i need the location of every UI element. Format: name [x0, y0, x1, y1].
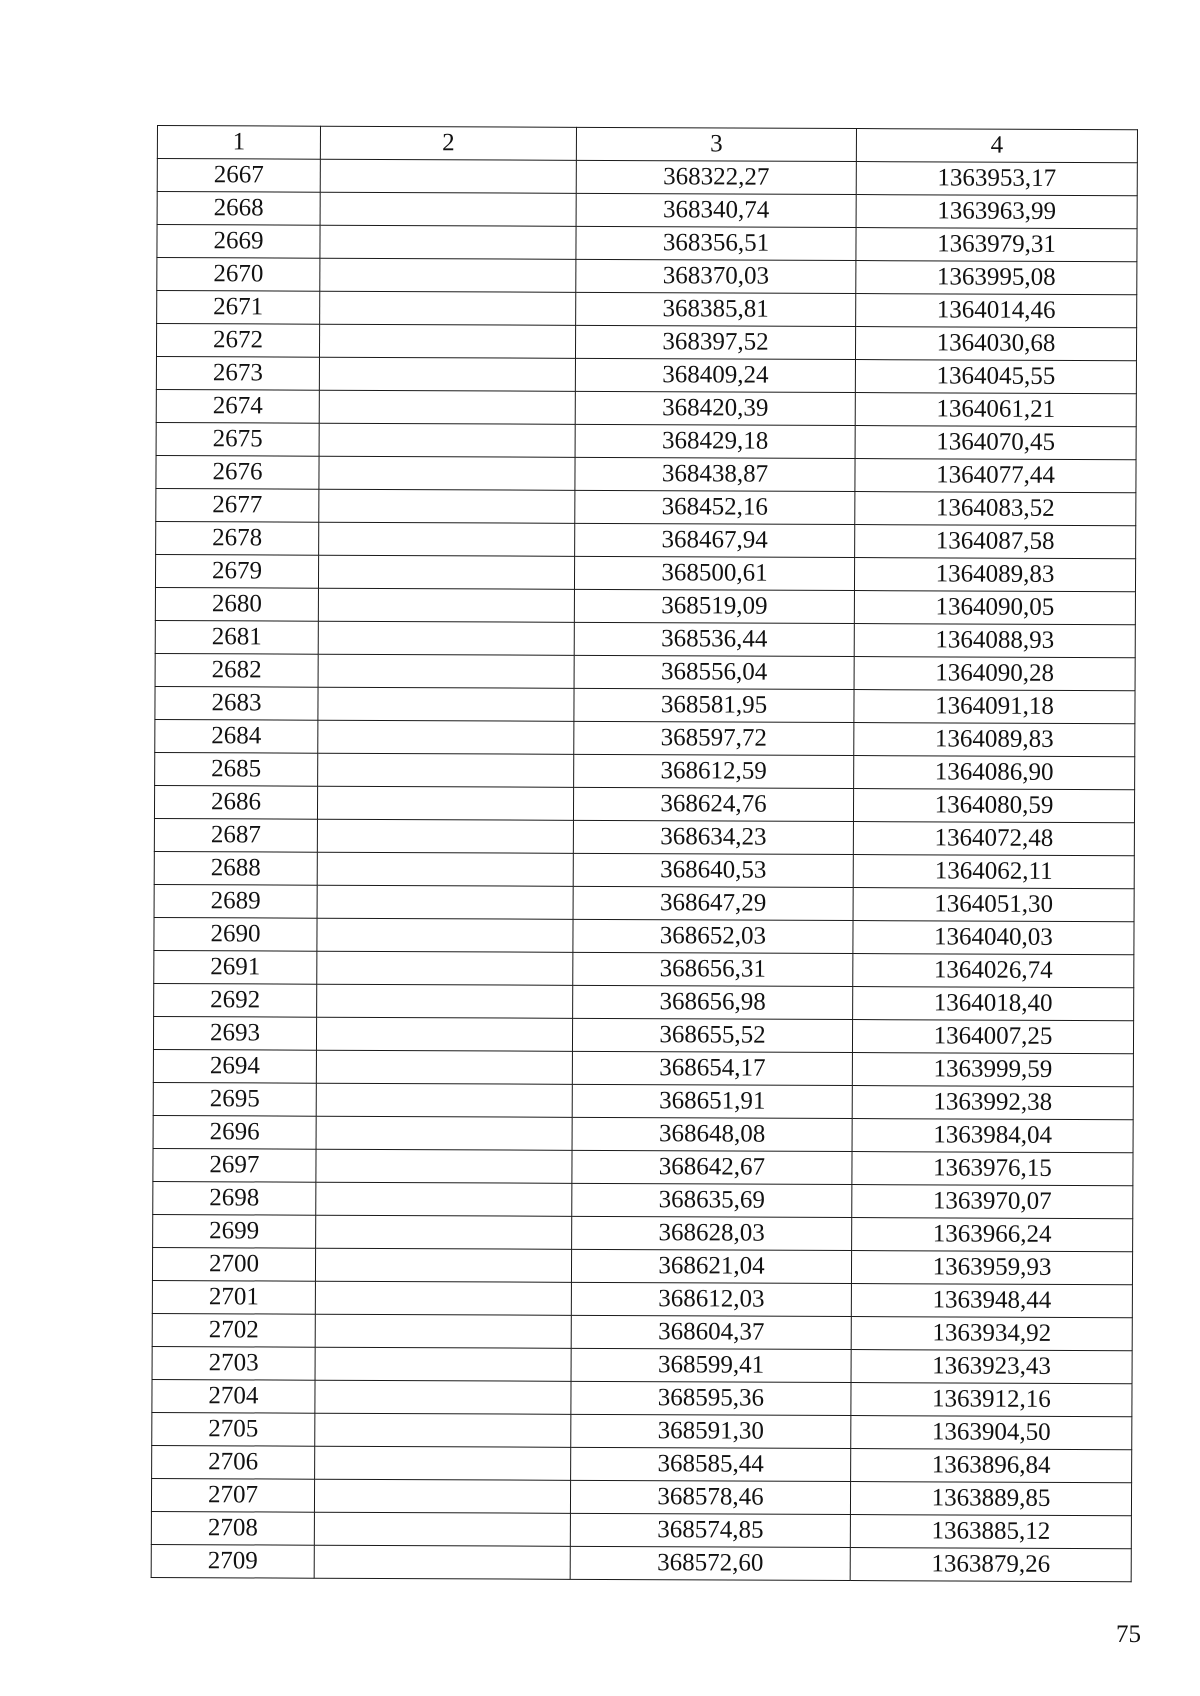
description-cell [319, 456, 575, 490]
point-number-cell: 2671 [157, 291, 320, 325]
table-row [157, 291, 1137, 328]
x-coordinate-cell: 368581,95 [574, 688, 854, 722]
x-coordinate-cell: 368647,29 [573, 886, 853, 920]
description-cell [318, 621, 574, 655]
y-coordinate-cell: 1363923,43 [851, 1350, 1132, 1384]
point-number-cell: 2706 [152, 1445, 315, 1479]
x-coordinate-cell: 368556,04 [574, 655, 854, 689]
point-number-cell: 2695 [153, 1082, 316, 1116]
description-cell [317, 885, 573, 919]
point-number-cell: 2675 [156, 422, 319, 456]
y-coordinate-cell: 1363963,99 [856, 195, 1137, 229]
point-number-cell: 2683 [155, 686, 318, 720]
table-row [151, 1511, 1131, 1548]
description-cell [318, 687, 574, 721]
y-coordinate-cell: 1363896,84 [851, 1449, 1132, 1483]
description-cell [316, 1116, 572, 1150]
x-coordinate-cell: 368655,52 [572, 1018, 852, 1052]
x-coordinate-cell: 368536,44 [574, 622, 854, 656]
description-cell [319, 390, 575, 424]
y-coordinate-cell: 1364086,90 [854, 756, 1135, 790]
point-number-cell: 2707 [151, 1478, 314, 1512]
point-number-cell: 2670 [157, 258, 320, 292]
table-row [156, 422, 1136, 459]
description-cell [320, 159, 576, 193]
y-coordinate-cell: 1363904,50 [851, 1416, 1132, 1450]
point-number-cell: 2697 [153, 1148, 316, 1182]
table-row [156, 324, 1136, 361]
y-coordinate-cell: 1364087,58 [855, 525, 1136, 559]
y-coordinate-cell: 1363966,24 [852, 1218, 1133, 1252]
x-coordinate-cell: 368429,18 [575, 424, 855, 458]
table-row [155, 752, 1135, 789]
x-coordinate-cell: 368356,51 [576, 226, 856, 260]
coordinates-table [151, 125, 1138, 1582]
table-row [155, 686, 1135, 723]
description-cell [316, 1149, 572, 1183]
x-coordinate-cell: 368578,46 [570, 1480, 850, 1514]
y-coordinate-cell: 1363970,07 [852, 1185, 1133, 1219]
point-number-cell: 2701 [152, 1280, 315, 1314]
x-coordinate-cell: 368585,44 [571, 1447, 851, 1481]
x-coordinate-cell: 368621,04 [571, 1249, 851, 1283]
description-cell [315, 1314, 571, 1348]
x-coordinate-cell: 368572,60 [570, 1546, 850, 1580]
table-row [152, 1280, 1132, 1317]
description-cell [318, 555, 574, 589]
x-coordinate-cell: 368624,76 [573, 787, 853, 821]
y-coordinate-cell: 1364018,40 [853, 987, 1134, 1021]
description-cell [318, 654, 574, 688]
table-row [152, 1313, 1132, 1350]
table-row [154, 950, 1134, 987]
point-number-cell: 2682 [155, 653, 318, 687]
x-coordinate-cell: 368574,85 [570, 1513, 850, 1547]
y-coordinate-cell: 1363953,17 [856, 162, 1137, 196]
table-row [154, 851, 1134, 888]
y-coordinate-cell: 1363959,93 [851, 1251, 1132, 1285]
x-coordinate-cell: 368452,16 [575, 490, 855, 524]
point-number-cell: 2672 [156, 324, 319, 358]
y-coordinate-cell: 1364040,03 [853, 921, 1134, 955]
x-coordinate-cell: 368467,94 [575, 523, 855, 557]
header-row [157, 126, 1137, 163]
point-number-cell: 2705 [152, 1412, 315, 1446]
y-coordinate-cell: 1364089,83 [854, 723, 1135, 757]
y-coordinate-cell: 1364051,30 [853, 888, 1134, 922]
point-number-cell: 2686 [154, 785, 317, 819]
table-row [156, 389, 1136, 426]
x-coordinate-cell: 368438,87 [575, 457, 855, 491]
column-header-4: 4 [856, 129, 1137, 163]
table-row [153, 1082, 1133, 1119]
x-coordinate-cell: 368591,30 [571, 1414, 851, 1448]
y-coordinate-cell: 1363992,38 [852, 1086, 1133, 1120]
description-cell [317, 786, 573, 820]
description-cell [317, 819, 573, 853]
table-row [155, 620, 1135, 657]
y-coordinate-cell: 1364089,83 [854, 558, 1135, 592]
description-cell [318, 588, 574, 622]
y-coordinate-cell: 1364030,68 [855, 327, 1136, 361]
table-row [154, 884, 1134, 921]
x-coordinate-cell: 368322,27 [576, 160, 856, 194]
table-row [154, 917, 1134, 954]
description-cell [315, 1413, 571, 1447]
y-coordinate-cell: 1364070,45 [855, 426, 1136, 460]
table-row [154, 818, 1134, 855]
point-number-cell: 2694 [153, 1049, 316, 1083]
description-cell [319, 522, 575, 556]
table-row [154, 983, 1134, 1020]
x-coordinate-cell: 368397,52 [575, 325, 855, 359]
x-coordinate-cell: 368612,03 [571, 1282, 851, 1316]
x-coordinate-cell: 368519,09 [574, 589, 854, 623]
x-coordinate-cell: 368648,08 [572, 1117, 852, 1151]
table-row [156, 488, 1136, 525]
point-number-cell: 2679 [155, 554, 318, 588]
y-coordinate-cell: 1364091,18 [854, 690, 1135, 724]
table-row [152, 1445, 1132, 1482]
table-row [156, 455, 1136, 492]
y-coordinate-cell: 1364083,52 [855, 492, 1136, 526]
point-number-cell: 2688 [154, 851, 317, 885]
y-coordinate-cell: 1363879,26 [850, 1548, 1131, 1582]
point-number-cell: 2689 [154, 884, 317, 918]
column-header-2: 2 [320, 126, 576, 160]
description-cell [315, 1248, 571, 1282]
description-cell [315, 1446, 571, 1480]
description-cell [315, 1281, 571, 1315]
description-cell [317, 951, 573, 985]
column-header-3: 3 [576, 127, 856, 161]
point-number-cell: 2687 [154, 818, 317, 852]
description-cell [316, 1050, 572, 1084]
table-row [153, 1049, 1133, 1086]
table-row [157, 258, 1137, 295]
point-number-cell: 2684 [155, 719, 318, 753]
x-coordinate-cell: 368656,98 [573, 985, 853, 1019]
x-coordinate-cell: 368604,37 [571, 1315, 851, 1349]
x-coordinate-cell: 368651,91 [572, 1084, 852, 1118]
y-coordinate-cell: 1363995,08 [856, 261, 1137, 295]
table-row [152, 1346, 1132, 1383]
y-coordinate-cell: 1363976,15 [852, 1152, 1133, 1186]
description-cell [316, 1182, 572, 1216]
table-row [155, 587, 1135, 624]
x-coordinate-cell: 368595,36 [571, 1381, 851, 1415]
y-coordinate-cell: 1363948,44 [851, 1284, 1132, 1318]
x-coordinate-cell: 368340,74 [576, 193, 856, 227]
point-number-cell: 2690 [154, 917, 317, 951]
description-cell [319, 357, 575, 391]
table-row [157, 225, 1137, 262]
description-cell [319, 324, 575, 358]
description-cell [318, 720, 574, 754]
x-coordinate-cell: 368597,72 [574, 721, 854, 755]
description-cell [314, 1512, 570, 1546]
point-number-cell: 2696 [153, 1115, 316, 1149]
y-coordinate-cell: 1364026,74 [853, 954, 1134, 988]
point-number-cell: 2667 [157, 159, 320, 193]
point-number-cell: 2698 [153, 1181, 316, 1215]
x-coordinate-cell: 368634,23 [573, 820, 853, 854]
y-coordinate-cell: 1364090,05 [854, 591, 1135, 625]
y-coordinate-cell: 1363984,04 [852, 1119, 1133, 1153]
y-coordinate-cell: 1364088,93 [854, 624, 1135, 658]
table-row [157, 159, 1137, 196]
point-number-cell: 2668 [157, 192, 320, 226]
table-row [156, 521, 1136, 558]
table-row [152, 1412, 1132, 1449]
description-cell [318, 753, 574, 787]
x-coordinate-cell: 368420,39 [575, 391, 855, 425]
description-cell [315, 1380, 571, 1414]
point-number-cell: 2703 [152, 1346, 315, 1380]
point-number-cell: 2700 [152, 1247, 315, 1281]
table-row [154, 785, 1134, 822]
point-number-cell: 2709 [151, 1544, 314, 1578]
point-number-cell: 2677 [156, 488, 319, 522]
description-cell [320, 291, 576, 325]
column-header-1: 1 [157, 126, 320, 160]
table-row [156, 356, 1136, 393]
table-row [151, 1478, 1131, 1515]
y-coordinate-cell: 1364014,46 [856, 294, 1137, 328]
y-coordinate-cell: 1364077,44 [855, 459, 1136, 493]
table-row [155, 653, 1135, 690]
y-coordinate-cell: 1363934,92 [851, 1317, 1132, 1351]
description-cell [317, 918, 573, 952]
table-row [153, 1181, 1133, 1218]
description-cell [317, 852, 573, 886]
table-row [152, 1247, 1132, 1284]
description-cell [314, 1545, 570, 1579]
point-number-cell: 2674 [156, 389, 319, 423]
point-number-cell: 2673 [156, 356, 319, 390]
table-body [151, 159, 1137, 1582]
description-cell [319, 489, 575, 523]
point-number-cell: 2676 [156, 455, 319, 489]
x-coordinate-cell: 368409,24 [575, 358, 855, 392]
description-cell [319, 423, 575, 457]
description-cell [320, 225, 576, 259]
description-cell [317, 984, 573, 1018]
description-cell [320, 258, 576, 292]
point-number-cell: 2681 [155, 620, 318, 654]
table-row [157, 192, 1137, 229]
x-coordinate-cell: 368656,31 [573, 952, 853, 986]
table-row [153, 1148, 1133, 1185]
x-coordinate-cell: 368635,69 [572, 1183, 852, 1217]
table-row [155, 719, 1135, 756]
table-row [153, 1115, 1133, 1152]
y-coordinate-cell: 1363889,85 [850, 1482, 1131, 1516]
x-coordinate-cell: 368652,03 [573, 919, 853, 953]
x-coordinate-cell: 368500,61 [574, 556, 854, 590]
table-row [155, 554, 1135, 591]
description-cell [314, 1479, 570, 1513]
x-coordinate-cell: 368654,17 [572, 1051, 852, 1085]
y-coordinate-cell: 1364007,25 [852, 1020, 1133, 1054]
point-number-cell: 2699 [153, 1214, 316, 1248]
point-number-cell: 2680 [155, 587, 318, 621]
y-coordinate-cell: 1364045,55 [855, 360, 1136, 394]
description-cell [316, 1017, 572, 1051]
page-number: 75 [1116, 1621, 1141, 1648]
point-number-cell: 2685 [155, 752, 318, 786]
x-coordinate-cell: 368370,03 [576, 259, 856, 293]
x-coordinate-cell: 368612,59 [574, 754, 854, 788]
y-coordinate-cell: 1364072,48 [853, 822, 1134, 856]
point-number-cell: 2702 [152, 1313, 315, 1347]
point-number-cell: 2678 [156, 521, 319, 555]
y-coordinate-cell: 1364062,11 [853, 855, 1134, 889]
table-row [152, 1379, 1132, 1416]
x-coordinate-cell: 368642,67 [572, 1150, 852, 1184]
y-coordinate-cell: 1363979,31 [856, 228, 1137, 262]
y-coordinate-cell: 1364090,28 [854, 657, 1135, 691]
point-number-cell: 2693 [153, 1016, 316, 1050]
table-row [153, 1016, 1133, 1053]
x-coordinate-cell: 368640,53 [573, 853, 853, 887]
table-row [153, 1214, 1133, 1251]
point-number-cell: 2669 [157, 225, 320, 259]
x-coordinate-cell: 368599,41 [571, 1348, 851, 1382]
description-cell [316, 1083, 572, 1117]
description-cell [320, 192, 576, 226]
point-number-cell: 2691 [154, 950, 317, 984]
description-cell [315, 1347, 571, 1381]
point-number-cell: 2708 [151, 1511, 314, 1545]
y-coordinate-cell: 1363999,59 [852, 1053, 1133, 1087]
description-cell [316, 1215, 572, 1249]
y-coordinate-cell: 1364061,21 [855, 393, 1136, 427]
y-coordinate-cell: 1363912,16 [851, 1383, 1132, 1417]
y-coordinate-cell: 1363885,12 [850, 1515, 1131, 1549]
point-number-cell: 2704 [152, 1379, 315, 1413]
x-coordinate-cell: 368628,03 [572, 1216, 852, 1250]
y-coordinate-cell: 1364080,59 [853, 789, 1134, 823]
x-coordinate-cell: 368385,81 [576, 292, 856, 326]
table-row [151, 1544, 1131, 1581]
point-number-cell: 2692 [154, 983, 317, 1017]
